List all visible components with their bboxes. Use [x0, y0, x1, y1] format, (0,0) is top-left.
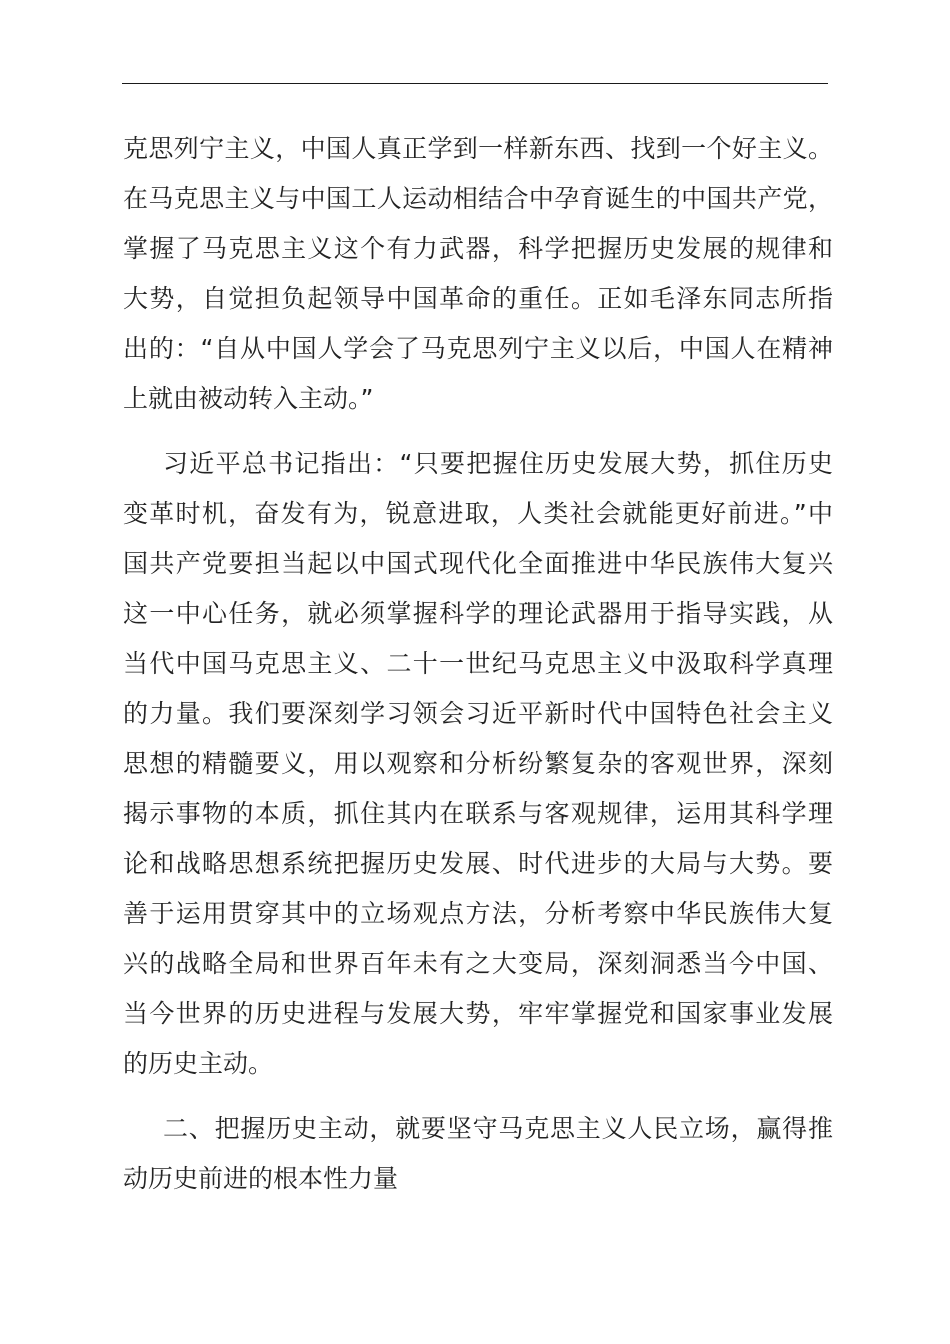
text-line: 习近平总书记指出：“只要把握住历史发展大势，抓住历史 — [163, 449, 833, 478]
text-line: 变革时机，奋发有为，锐意进取，人类社会就能更好前进。”中 — [123, 499, 833, 528]
text-line: 上就由被动转入主动。” — [123, 384, 374, 413]
text-line: 国共产党要担当起以中国式现代化全面推进中华民族伟大复兴 — [123, 549, 833, 578]
text-line: 当今世界的历史进程与发展大势，牢牢掌握党和国家事业发展 — [123, 999, 833, 1028]
section-heading — [123, 1104, 833, 1204]
document-body — [123, 124, 833, 1204]
text-line: 的力量。我们要深刻学习领会习近平新时代中国特色社会主义 — [123, 699, 833, 728]
header-rule — [122, 83, 828, 84]
text-line: 论和战略思想系统把握历史发展、时代进步的大局与大势。要 — [123, 849, 833, 878]
text-line: 的历史主动。 — [123, 1049, 274, 1078]
text-line: 善于运用贯穿其中的立场观点方法，分析考察中华民族伟大复 — [123, 899, 833, 928]
text-line: 当代中国马克思主义、二十一世纪马克思主义中汲取科学真理 — [123, 649, 833, 678]
paragraph-2 — [123, 439, 833, 1089]
text-line: 掌握了马克思主义这个有力武器，科学把握历史发展的规律和 — [123, 234, 833, 263]
text-line: 这一中心任务，就必须掌握科学的理论武器用于指导实践，从 — [123, 599, 833, 628]
text-line: 在马克思主义与中国工人运动相结合中孕育诞生的中国共产党， — [123, 184, 833, 213]
heading-line: 动历史前进的根本性力量 — [123, 1164, 399, 1193]
text-line: 克思列宁主义，中国人真正学到一样新东西、找到一个好主义。 — [123, 134, 833, 163]
text-line: 思想的精髓要义，用以观察和分析纷繁复杂的客观世界，深刻 — [123, 749, 833, 778]
heading-line: 二、把握历史主动，就要坚守马克思主义人民立场，赢得推 — [163, 1114, 833, 1143]
text-line: 出的：“自从中国人学会了马克思列宁主义以后，中国人在精神 — [123, 334, 833, 363]
text-line: 揭示事物的本质，抓住其内在联系与客观规律，运用其科学理 — [123, 799, 833, 828]
text-line: 兴的战略全局和世界百年未有之大变局，深刻洞悉当今中国、 — [123, 949, 833, 978]
paragraph-1 — [123, 124, 833, 424]
text-line: 大势，自觉担负起领导中国革命的重任。正如毛泽东同志所指 — [123, 284, 833, 313]
